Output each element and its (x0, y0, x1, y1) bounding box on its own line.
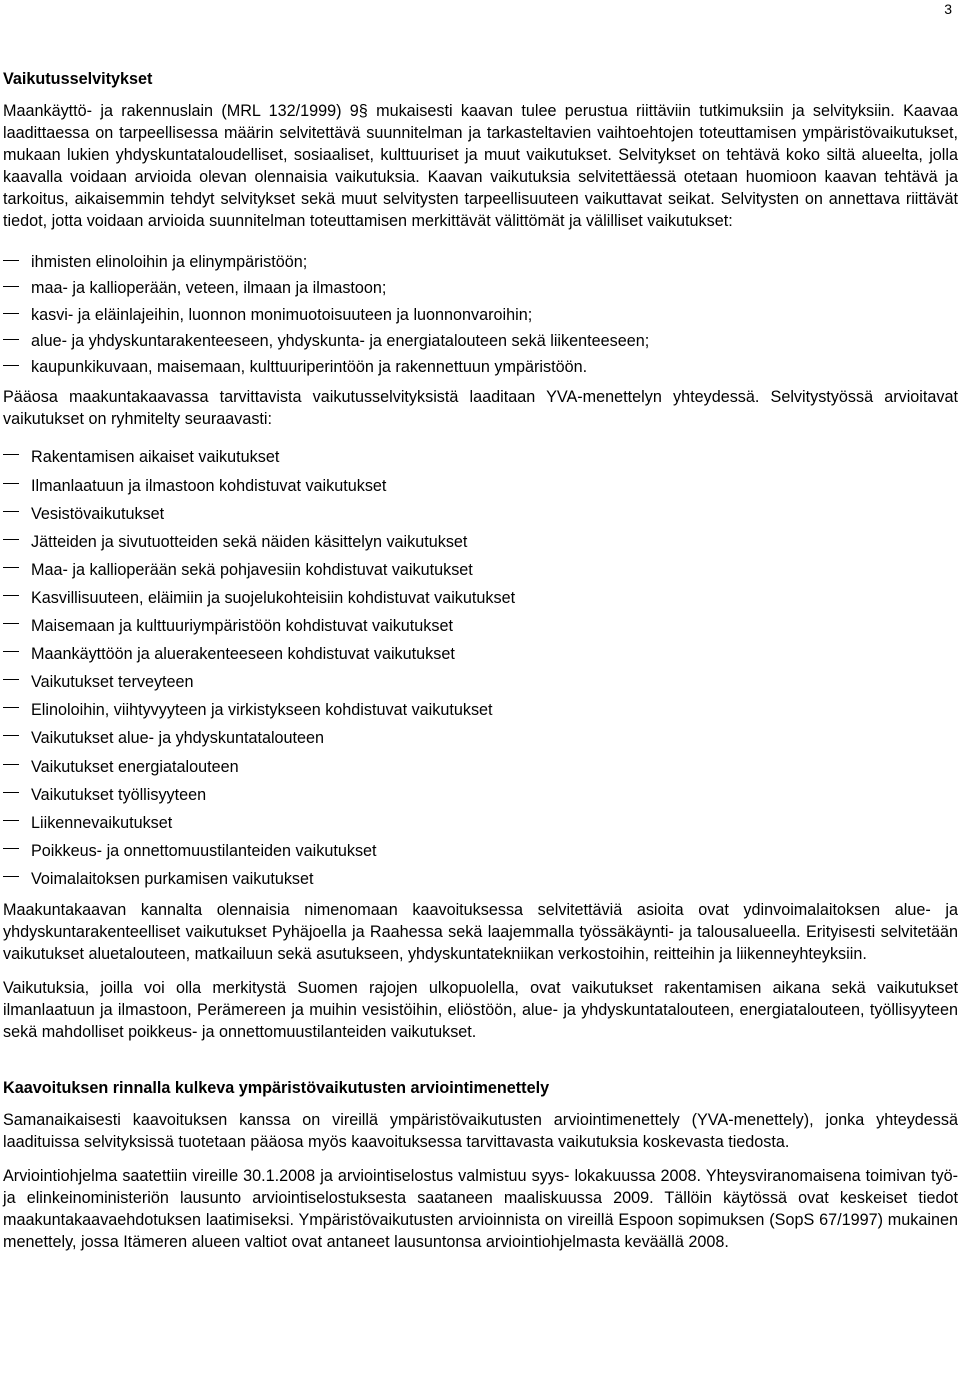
page-number: 3 (944, 1, 952, 17)
list-item: Vaikutukset energiatalouteen (3, 753, 958, 781)
document-body (3, 68, 958, 1253)
list-item: ihmisten elinoloihin ja elinympäristöön; (3, 249, 958, 275)
list-item: Maa- ja kallioperään sekä pohjavesiin kohdistuvat vaikutukset (3, 556, 958, 584)
list-item: Jätteiden ja sivutuotteiden sekä näiden käsittelyn vaikutukset (3, 528, 958, 556)
list-item: alue- ja yhdyskuntarakenteeseen, yhdyskunta- ja energiatalouteen sekä liikenteeseen; (3, 328, 958, 354)
list-item: Vaikutukset alue- ja yhdyskuntatalouteen (3, 724, 958, 752)
list-item: Ilmanlaatuun ja ilmastoon kohdistuvat vaikutukset (3, 472, 958, 500)
impact-list (3, 249, 958, 380)
paragraph-intro: Maankäyttö- ja rakennuslain (MRL 132/1999) 9§ mukaisesti kaavan tulee perustua riittäviin tutkimuksiin ja selvityksiin. Kaavaa laadittaessa on tarpeellisessa määrin selvitettävä suunnitelman ja tarkasteltavien vaihtoehtojen toteuttamisen ympäristövaikutukset, mukaan lukien yhdyskuntataloudelliset, sosiaaliset, kulttuuriset ja muut vaikutukset. Selvitykset on tehtävä koko siltä alueelta, jolla kaavalla voidaan arvioida olevan olennaisia vaikutuksia. Kaavan vaikutuksia selvitettäessä otetaan huomioon kaavan tehtävä ja tarkoitus, aikaisemmin tehdyt selvitykset sekä muut selvitysten tarpeellisuuteen vaikuttavat seikat. Selvitysten on annettava riittävät tiedot, jotta voidaan arvioida suunnitelman toteuttamisen merkittävät välittömät ja välilliset vaikutukset: (3, 102, 958, 230)
list-item: Vaikutukset terveyteen (3, 668, 958, 696)
list-item: Maankäyttöön ja aluerakenteeseen kohdistuvat vaikutukset (3, 640, 958, 668)
list-item: Kasvillisuuteen, eläimiin ja suojelukohteisiin kohdistuvat vaikutukset (3, 584, 958, 612)
list-item: Vesistövaikutukset (3, 500, 958, 528)
paragraph-yva: Pääosa maakuntakaavassa tarvittavista vaikutusselvityksistä laaditaan YVA-menettelyn yhteydessä. Selvitystyössä arvioitavat vaikutukset on ryhmitelty seuraavasti: (3, 388, 958, 429)
list-item: maa- ja kallioperään, veteen, ilmaan ja ilmastoon; (3, 275, 958, 301)
list-item: Liikennevaikutukset (3, 809, 958, 837)
assessment-groups-list (3, 443, 958, 893)
list-item: Poikkeus- ja onnettomuustilanteiden vaikutukset (3, 837, 958, 865)
list-item: kasvi- ja eläinlajeihin, luonnon monimuotoisuuteen ja luonnonvaroihin; (3, 302, 958, 328)
paragraph-cross-border: Vaikutuksia, joilla voi olla merkitystä Suomen rajojen ulkopuolella, ovat vaikutukset rakentamisen aikana sekä vaikutukset ilmanlaatuun ja ilmastoon, Perämereen ja muihin vesistöihin, eliöstöön, alue- ja yhdyskuntatalouteen, energiatalouteen, työllisyyteen sekä mahdolliset poikkeus- ja onnettomuustilanteiden vaikutukset. (3, 978, 958, 1041)
section-heading-yva: Kaavoituksen rinnalla kulkeva ympäristövaikutusten arviointimenettely (3, 1078, 550, 1097)
list-item: Elinoloihin, viihtyvyyteen ja virkistykseen kohdistuvat vaikutukset (3, 696, 958, 724)
list-item: Vaikutukset työllisyyteen (3, 781, 958, 809)
paragraph-simultaneous: Samanaikaisesti kaavoituksen kanssa on vireillä ympäristövaikutusten arviointimenettely (YVA-menettely), jonka yhteydessä laadituissa selvityksissä tuotetaan pääosa myös kaavoituksessa tarvittavasta vaikutuksia koskevasta tiedosta. (3, 1110, 958, 1151)
list-item: Rakentamisen aikaiset vaikutukset (3, 443, 958, 471)
list-item: Maisemaan ja kulttuuriympäristöön kohdistuvat vaikutukset (3, 612, 958, 640)
paragraph-timeline: Arviointiohjelma saatettiin vireille 30.1.2008 ja arviointiselostus valmistuu syys- lokakuussa 2008. Yhteysviranomaisena toimivan työ- ja elinkeinoministeriön lausunto arviointiselostuksesta saataneen maaliskuussa 2009. Tällöin käytössä ovat keskeiset tiedot maakuntakaavaehdotuksen laatimiseksi. Ympäristövaikutusten arvioinnista on vireillä Espoon sopimuksen (SopS 67/1997) mukainen menettely, jossa Itämeren alueen valtiot ovat antaneet lausuntonsa arviointiohjelmasta keväällä 2008. (3, 1166, 958, 1251)
list-item: kaupunkikuvaan, maisemaan, kulttuuriperintöön ja rakennettuun ympäristöön. (3, 354, 958, 380)
section-heading-vaikutusselvitykset: Vaikutusselvitykset (3, 70, 153, 88)
paragraph-maakuntakaava: Maakuntakaavan kannalta olennaisia nimenomaan kaavoituksessa selvitettäviä asioita ovat ydinvoimalaitoksen alue- ja yhdyskuntarakenteelliset vaikutukset Pyhäjoella ja Raahessa sekä laajemmalla työssäkäynti- ja talousalueella. Erityisesti selvitetään vaikutukset aluetalouteen, matkailuun sekä asutukseen, yhdyskuntatekniikan verkostoihin, reitteihin ja liikenneyhteyksiin. (3, 900, 958, 963)
list-item: Voimalaitoksen purkamisen vaikutukset (3, 865, 958, 893)
